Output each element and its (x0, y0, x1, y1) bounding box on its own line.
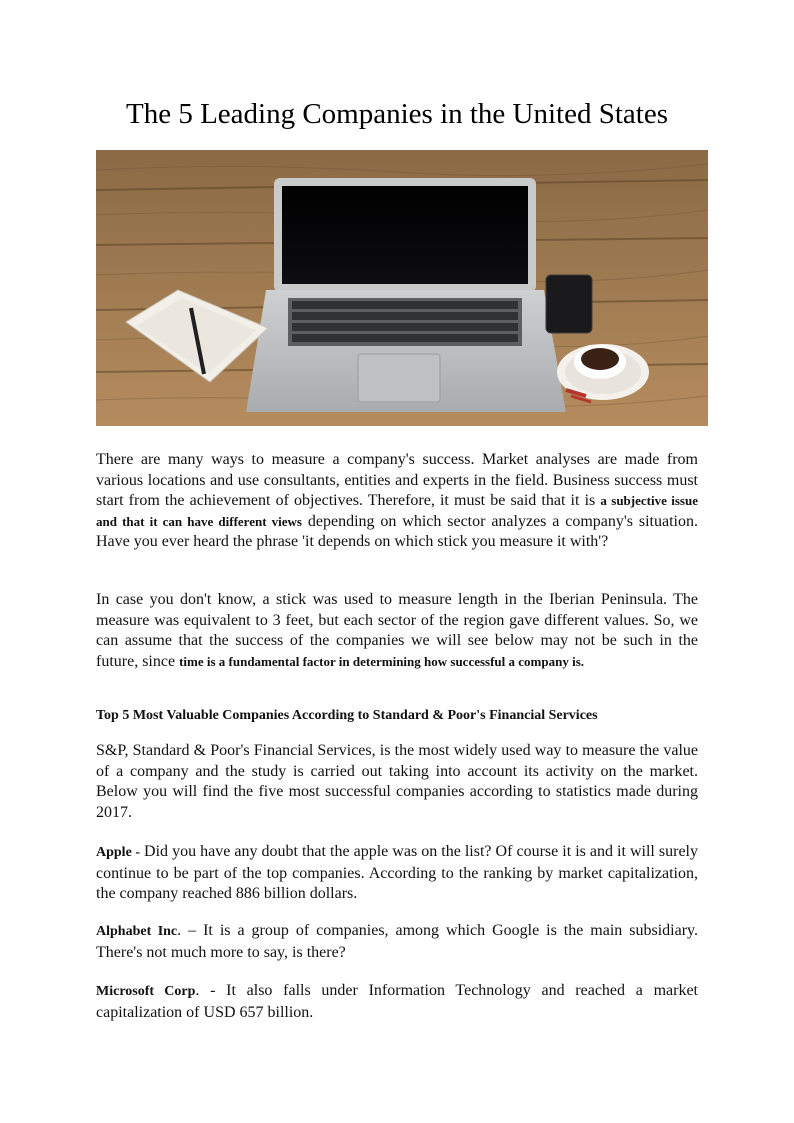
intro-text-1: There are many ways to measure a company's success. Market analyses are made from various locations and use consultants, entities and experts in the field. Business success must start from the achievement of objectives. Therefore, it must be said that it is (96, 451, 698, 509)
alphabet-text: . – It is a group of companies, among which Google is the main subsidiary. There's not much more to say, is there? (96, 922, 698, 961)
alphabet-paragraph (96, 921, 698, 963)
microsoft-paragraph (96, 981, 698, 1023)
alphabet-label: Alphabet Inc (96, 924, 178, 939)
sp-paragraph: S&P, Standard & Poor's Financial Services, is the most widely used way to measure the value of a company and the study is carried out taking into account its activity on the market. Below you will find the five most successful companies according to statistics made during 2017. (96, 742, 698, 821)
microsoft-label: Microsoft Corp (96, 984, 196, 999)
laptop-desk-photo (96, 150, 708, 426)
intro-paragraph (96, 450, 698, 553)
stick-paragraph (96, 590, 698, 672)
section-heading: Top 5 Most Valuable Companies According to Standard & Poor's Financial Services (96, 708, 598, 723)
page-title: The 5 Leading Companies in the United States (125, 98, 669, 130)
intro-text-2: depending on which sector analyzes a company's situation. Have you ever heard the phrase 'it depends on which stick you measure it with'? (96, 512, 698, 550)
apple-paragraph (96, 842, 698, 905)
stick-text: In case you don't know, a stick was used to measure length in the Iberian Peninsula. The measure was equivalent to 3 feet, but each sector of the region gave different values. So, we can assume that the success of the companies we will see below may not be such in the future, since (96, 591, 698, 670)
apple-label: Apple - (96, 845, 140, 860)
microsoft-text: . - It also falls under Information Technology and reached a market capitalization of USD 657 billion. (96, 982, 698, 1021)
stick-emphasis: time is a fundamental factor in determining how successful a company is. (179, 653, 585, 669)
apple-text: Did you have any doubt that the apple was on the list? Of course it is and it will surely continue to be part of the top companies. According to the ranking by market capitalization, the company reached 886 billion dollars. (96, 843, 699, 902)
intro-emphasis: a subjective issue and that it can have different views (96, 493, 698, 529)
